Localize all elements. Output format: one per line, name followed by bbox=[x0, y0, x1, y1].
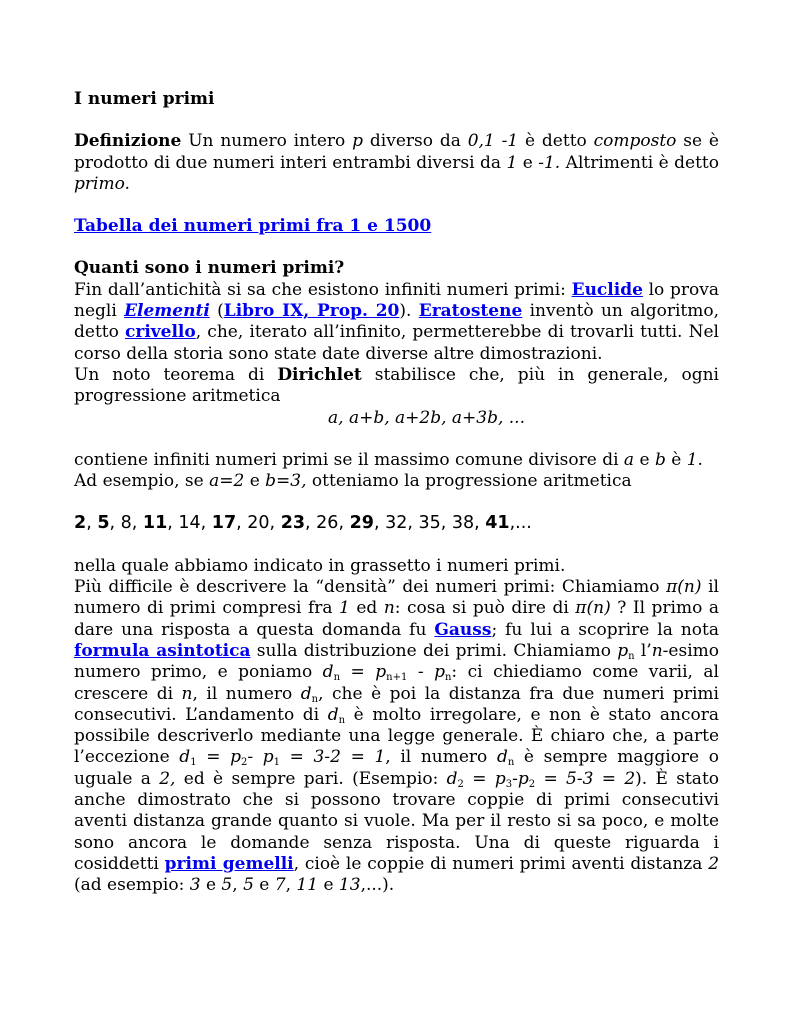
sequence-term: , 32, 35, 38, bbox=[373, 513, 486, 534]
density-paragraph: Più difficile è descrivere la “densità” dei numeri primi: Chiamiamo π(n) il numero di primi compresi fra 1 ed n: cosa si può dire di π(n) ? Il primo a dare una risposta a questa domanda fu Gauss; fu lui a scoprire la nota formula asintotica sulla distribuzione dei primi. Chiamiamo $p_n$ l’n-esimo numero primo, e poniamo $d_n = p_{n+1} - p_n$: ci chiediamo come varii, al crescere di n, il numero $d_n$, che è poi la distanza fra due numeri primi consecutivi. L’andamento di $d_n$ è molto irregolare, e non è stato ancora possibile descriverlo mediante una legge generale. È chiaro che, a parte l’eccezione $d_1 = p_2-$ $p_1 = 3-2 = 1$, il numero $d_n$ è sempre maggiore o uguale a 2, ed è sempre pari. (Esempio: $d_2 = p_3-p_2 = 5-3 = 2$). È stato anche dimostrato che si possono trovare coppie di primi consecutivi aventi distanza grande quanto si vuole. Ma per il resto si sa poco, e molte sono ancora le domande senza risposta. Una di queste riguarda i cosiddetti primi gemelli, cioè le coppie di numeri primi aventi distanza 2 (ad esempio: 3 e 5, 5 e 7, 11 e 13,...). bbox=[74, 577, 720, 896]
sequence-term: , 20, bbox=[236, 513, 281, 534]
example-paragraph: Ad esempio, se a=2 e b=3, otteniamo la progressione aritmetica bbox=[74, 471, 632, 492]
sequence-prime: 2 bbox=[74, 513, 87, 534]
arithmetic-sequence bbox=[74, 513, 719, 534]
formula-asintotica-link[interactable]: formula asintotica bbox=[74, 640, 251, 661]
sequence-term: ,... bbox=[509, 513, 532, 534]
document-page bbox=[74, 89, 719, 897]
grassetto-note: nella quale abbiamo indicato in grassetto i numeri primi. bbox=[74, 555, 566, 576]
section-heading-quanti: Quanti sono i numeri primi? bbox=[74, 258, 345, 279]
definition-paragraph: Definizione Un numero intero p diverso da 0,1 -1 è detto composto se è prodotto di due numeri interi entrambi diversi da 1 e -1. Altrimenti è detto primo. bbox=[74, 131, 719, 194]
page-title: I numeri primi bbox=[74, 89, 215, 109]
progression-formula: a, a+b, a+2b, a+3b, ... bbox=[328, 407, 525, 428]
sequence-term: , 26, bbox=[305, 513, 350, 534]
crivello-link[interactable]: crivello bbox=[125, 322, 196, 343]
quanti-paragraph: Fin dall’antichità si sa che esistono infiniti numeri primi: Euclide lo prova negli Elementi (Libro IX, Prop. 20). Eratostene inventò un algoritmo, detto crivello, che, iterato all’infinito, permetterebbe di trovarli tutti. Nel corso della storia sono state date diverse altre dimostrazioni. bbox=[74, 279, 719, 364]
euclide-link[interactable]: Euclide bbox=[571, 279, 643, 300]
elementi-link[interactable]: Elementi bbox=[124, 301, 210, 322]
sequence-prime: 17 bbox=[211, 513, 237, 534]
prime-table-link[interactable]: Tabella dei numeri primi fra 1 e 1500 bbox=[74, 216, 432, 237]
sequence-prime: 41 bbox=[485, 513, 510, 534]
libro-ix-link[interactable]: Libro IX, Prop. 20 bbox=[223, 301, 400, 322]
sequence-prime: 23 bbox=[280, 513, 306, 534]
contiene-paragraph: contiene infiniti numeri primi se il massimo comune divisore di a e b è 1. bbox=[74, 449, 703, 470]
sequence-prime: 5 bbox=[97, 513, 110, 534]
primi-gemelli-link[interactable]: primi gemelli bbox=[164, 853, 294, 874]
sequence-term: , bbox=[86, 513, 98, 534]
eratostene-link[interactable]: Eratostene bbox=[418, 301, 523, 322]
sequence-prime: 29 bbox=[349, 513, 374, 534]
sequence-term: , 8, bbox=[109, 513, 143, 534]
dirichlet-paragraph: Un noto teorema di Dirichlet stabilisce che, più in generale, ogni progressione aritmetica bbox=[74, 364, 719, 407]
gauss-link[interactable]: Gauss bbox=[434, 619, 492, 640]
sequence-prime: 11 bbox=[142, 513, 168, 534]
sequence-term: , 14, bbox=[167, 513, 212, 534]
dirichlet-name: Dirichlet bbox=[277, 364, 362, 385]
definition-label: Definizione bbox=[74, 131, 182, 152]
